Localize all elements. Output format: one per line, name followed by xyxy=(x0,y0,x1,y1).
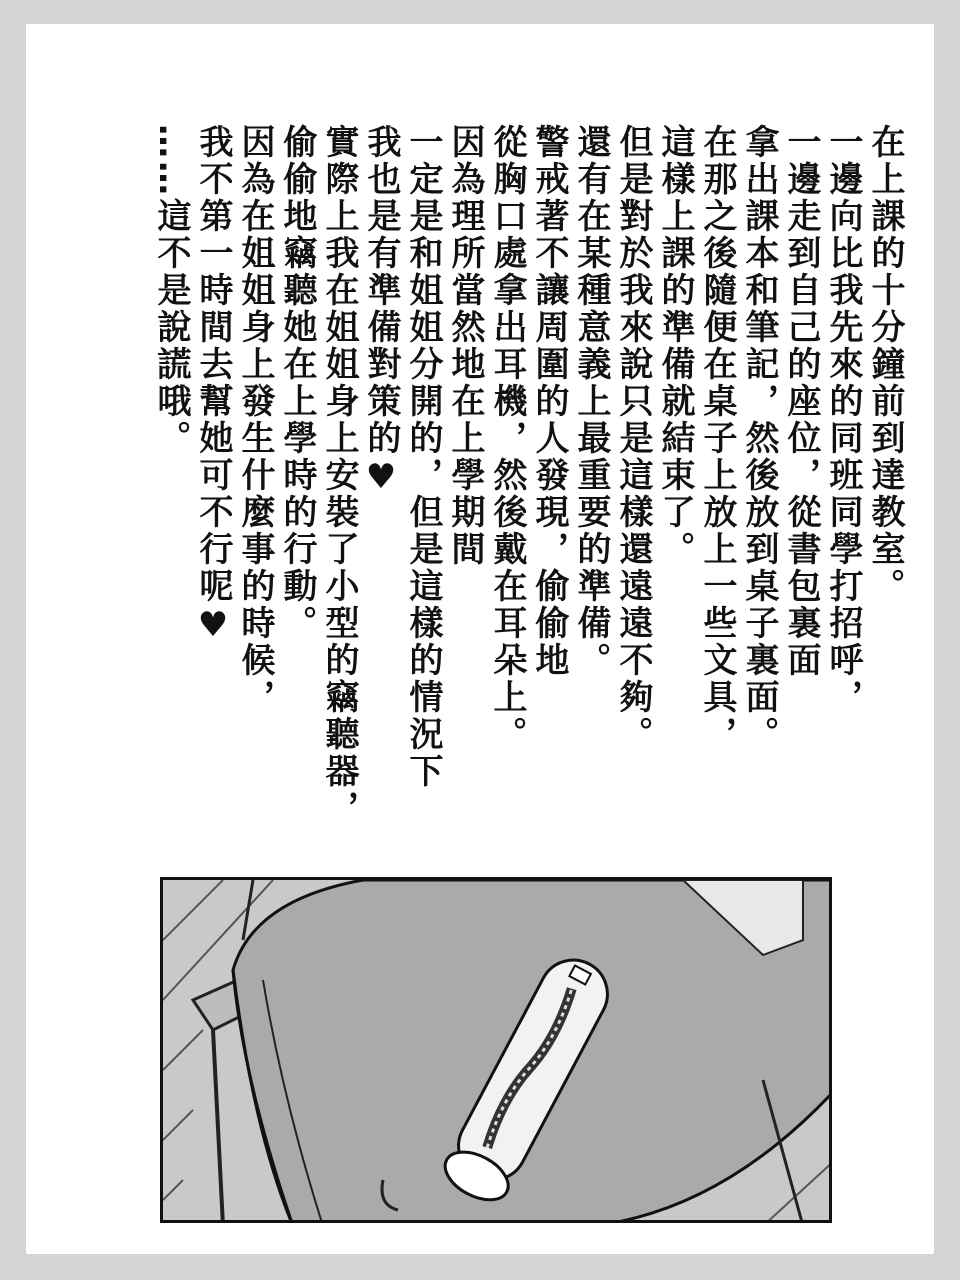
narration-line: 我也是有準備對策的♥ xyxy=(361,124,401,500)
narration-line: 還有在某種意義上最重要的準備。 xyxy=(571,124,611,679)
narration-line: 偷偷地竊聽她在上學時的行動。 xyxy=(277,124,317,642)
narration-line: 實際上我在姐姐身上安裝了小型的竊聽器， xyxy=(319,124,359,827)
narration-line: 拿出課本和筆記，然後放到桌子裏面。 xyxy=(739,124,779,753)
narration-line: 從胸口處拿出耳機，然後戴在耳朵上。 xyxy=(487,124,527,753)
narration-line: 因為理所當然地在上學期間 xyxy=(445,124,485,568)
narration-line: 因為在姐姐身上發生什麼事的時候， xyxy=(235,124,275,716)
narration-line: ……這不是說謊哦。 xyxy=(151,124,191,457)
illustration-panel xyxy=(160,877,832,1223)
narration-line: 我不第一時間去幫她可不行呢♥ xyxy=(193,124,233,648)
desk-illustration xyxy=(163,880,832,1223)
narration-line: 在那之後隨便在桌子上放上一些文具， xyxy=(697,124,737,753)
narration-line: 但是對於我來說只是這樣還遠遠不夠。 xyxy=(613,124,653,753)
narration-line: 警戒著不讓周圍的人發現，偷偷地 xyxy=(529,124,569,679)
narration-line: 一邊向比我先來的同班同學打招呼， xyxy=(823,124,863,716)
narration-line: 一邊走到自己的座位，從書包裏面 xyxy=(781,124,821,679)
manga-page xyxy=(26,24,934,1254)
narration-text xyxy=(86,124,906,884)
narration-line: 一定是和姐姐分開的，但是這樣的情況下 xyxy=(403,124,443,790)
narration-line: 這樣上課的準備就結束了。 xyxy=(655,124,695,568)
narration-line: 在上課的十分鐘前到達教室。 xyxy=(865,124,905,605)
